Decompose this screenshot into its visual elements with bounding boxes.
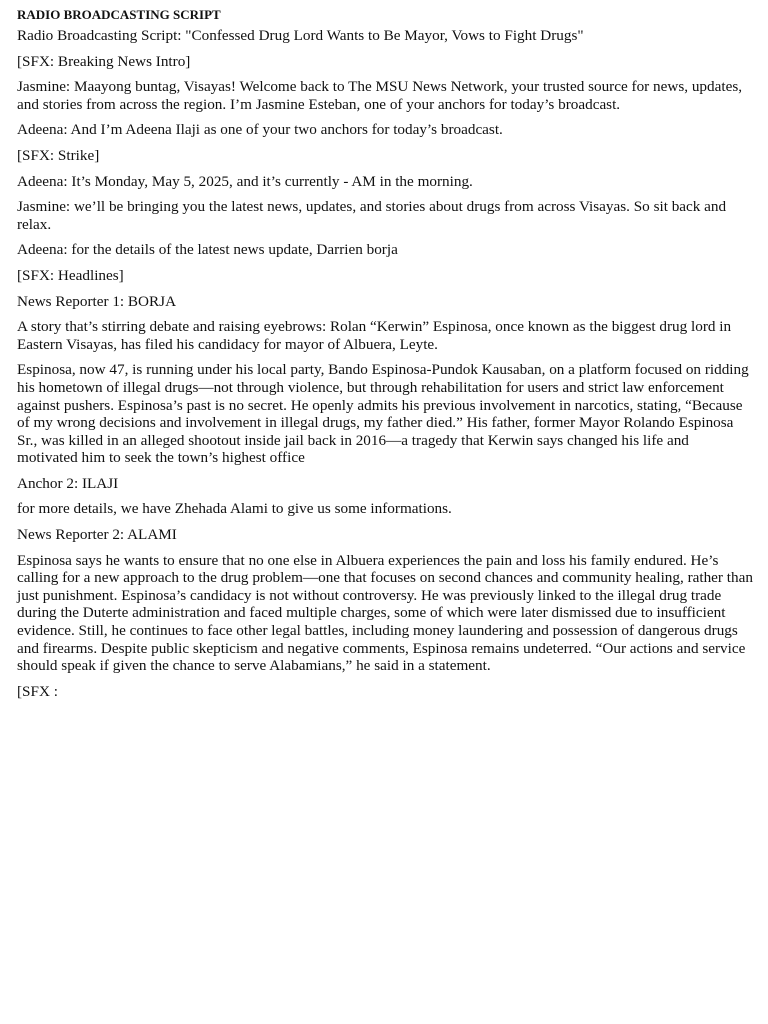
dialogue-line: for more details, we have Zhehada Alami to give us some informations. [17, 500, 452, 518]
sfx-cue: [SFX: Headlines] [17, 266, 124, 284]
report-paragraph: A story that’s stirring debate and raising eyebrows: Rolan “Kerwin” Espinosa, once known as the biggest drug lord in Eastern Visayas, has filed his candidacy for mayor of Albuera, Leyte. [17, 318, 732, 353]
sfx-cue: [SFX: Breaking News Intro] [17, 52, 191, 70]
report-paragraph: Espinosa, now 47, is running under his local party, Bando Espinosa-Pundok Kausaban, on a platform focused on ridding his hometown of illegal drugs—not through violence, but through rehabilitation for users and strict law enforcement against pushers. Espinosa’s past is no secret. He openly admits his previous involvement in narcotics, stating, “Because of my wrong decisions and involvement in illegal drugs, my father died.” His father, former Mayor Rolando Espinosa Sr., was killed in an alleged shootout inside jail back in 2016—a tragedy that Kerwin says changed his life and motivated him to seek the town’s highest office [17, 361, 749, 467]
dialogue-line: Jasmine: we’ll be bringing you the latest news, updates, and stories about drugs from across Visayas. So sit back and relax. [17, 198, 727, 233]
document-page [17, 6, 753, 708]
dialogue-line: Adeena: for the details of the latest news update, Darrien borja [17, 241, 398, 259]
sfx-cue: [SFX: Strike] [17, 146, 100, 164]
sfx-cue: [SFX : [17, 682, 58, 700]
dialogue-line: Jasmine: Maayong buntag, Visayas! Welcome back to The MSU News Network, your trusted source for news, updates, and stories from across the region. I’m Jasmine Esteban, one of your anchors for today’s broadcast. [17, 78, 743, 113]
report-paragraph: Espinosa says he wants to ensure that no one else in Albuera experiences the pain and loss his family endured. He’s calling for a new approach to the drug problem—one that focuses on second chances and community healing, rather than just punishment. Espinosa’s candidacy is not without controversy. He was previously linked to the illegal drug trade during the Duterte administration and faced multiple charges, some of which were later dismissed due to insufficient evidence. Still, he continues to face other legal battles, including money laundering and possession of dangerous drugs and firearms. Despite public skepticism and negative comments, Espinosa remains undeterred. “Our actions and service should speak if given the chance to serve Alabamians,” he said in a statement. [17, 551, 753, 675]
speaker-label: News Reporter 2: ALAMI [17, 526, 177, 544]
script-heading: Radio Broadcasting Script: "Confessed Drug Lord Wants to Be Mayor, Vows to Fight Drugs" [17, 27, 584, 44]
document-title: RADIO BROADCASTING SCRIPT [17, 7, 221, 22]
dialogue-line: Adeena: It’s Monday, May 5, 2025, and it’s currently - AM in the morning. [17, 172, 473, 190]
speaker-label: Anchor 2: ILAJI [17, 474, 119, 492]
dialogue-line: Adeena: And I’m Adeena Ilaji as one of your two anchors for today’s broadcast. [17, 121, 503, 139]
speaker-label: News Reporter 1: BORJA [17, 292, 177, 310]
